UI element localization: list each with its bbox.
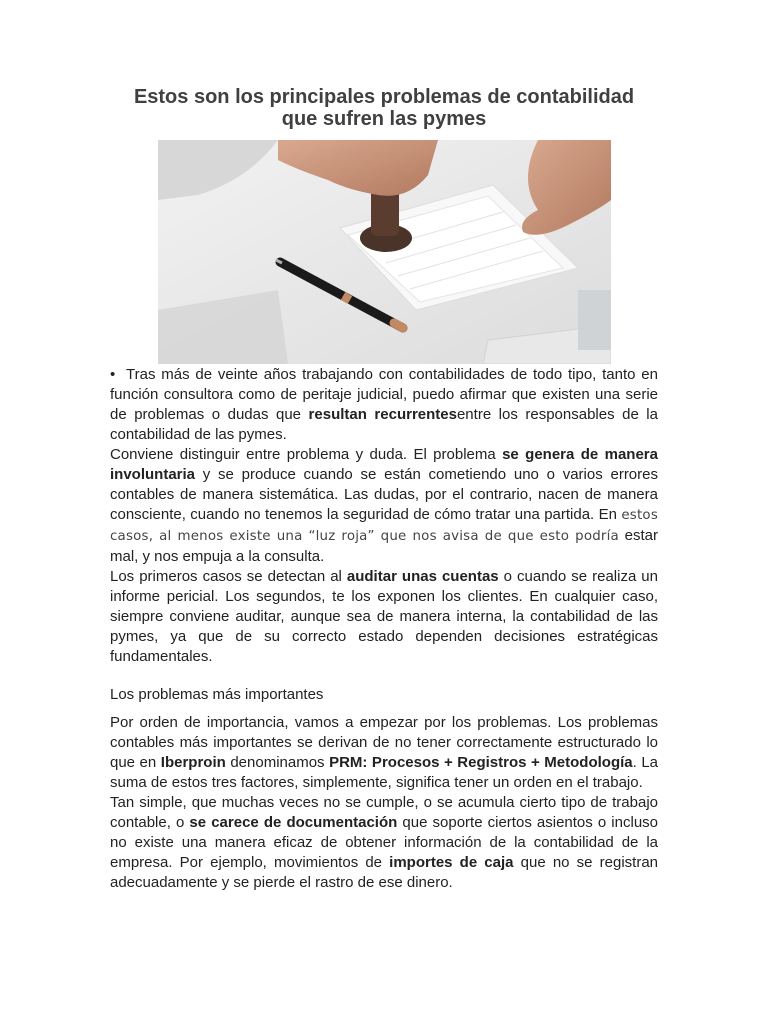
- paragraph-4: Por orden de importancia, vamos a empezar por los problemas. Los problemas contables más importantes se derivan de no tener correctamente estructurado lo que en Iberproin denominamos PRM: Procesos + Registros + Metodología. La suma de estos tres factores, simplemente, significa tener un orden en el trabajo.: [110, 714, 659, 791]
- paragraph-1: • Tras más de veinte años trabajando con contabilidades de todo tipo, tanto en función consultora como de peritaje judicial, puedo afirmar que existen una serie de problemas o dudas que resultan recurrentesentre los responsables de la contabilidad de las pymes.: [110, 366, 658, 443]
- article-body: [110, 365, 658, 893]
- paragraph-5: Tan simple, que muchas veces no se cumple, o se acumula cierto tipo de trabajo contable, o se carece de documentación que soporte ciertos asientos o incluso no existe una manera eficaz de obtener información de la contabilidad de la empresa. Por ejemplo, movimientos de importes de caja que no se registran adecuadamente y se pierde el rastro de ese dinero.: [110, 794, 659, 891]
- stamp-photo: [158, 140, 611, 364]
- bullet: •: [110, 366, 116, 383]
- paragraph-3: Los primeros casos se detectan al auditar unas cuentas o cuando se realiza un informe pericial. Los segundos, te los exponen los clientes. En cualquier caso, siempre conviene auditar, aunque sea de manera interna, la contabilidad de las pymes, ya que de su correcto estado dependen decisiones estratégicas fundamentales.: [110, 568, 658, 665]
- title-line-2: que sufren las pymes: [281, 108, 487, 130]
- section-heading: Los problemas más importantes: [110, 686, 324, 703]
- page-title: [90, 86, 678, 130]
- title-line-1: Estos son los principales problemas de contabilidad: [133, 86, 635, 108]
- paragraph-2: Conviene distinguir entre problema y duda. El problema se genera de manera involuntaria y se produce cuando se están cometiendo uno o varios errores contables de manera sistemática. Las dudas, por el contrario, nacen de manera consciente, cuando no tenemos la seguridad de cómo tratar una partida. En estos casos, al menos existe una “luz roja” que nos avisa de que esto podría estar mal, y nos empuja a la consulta.: [110, 446, 658, 565]
- stamp-photo-illustration: [158, 140, 611, 364]
